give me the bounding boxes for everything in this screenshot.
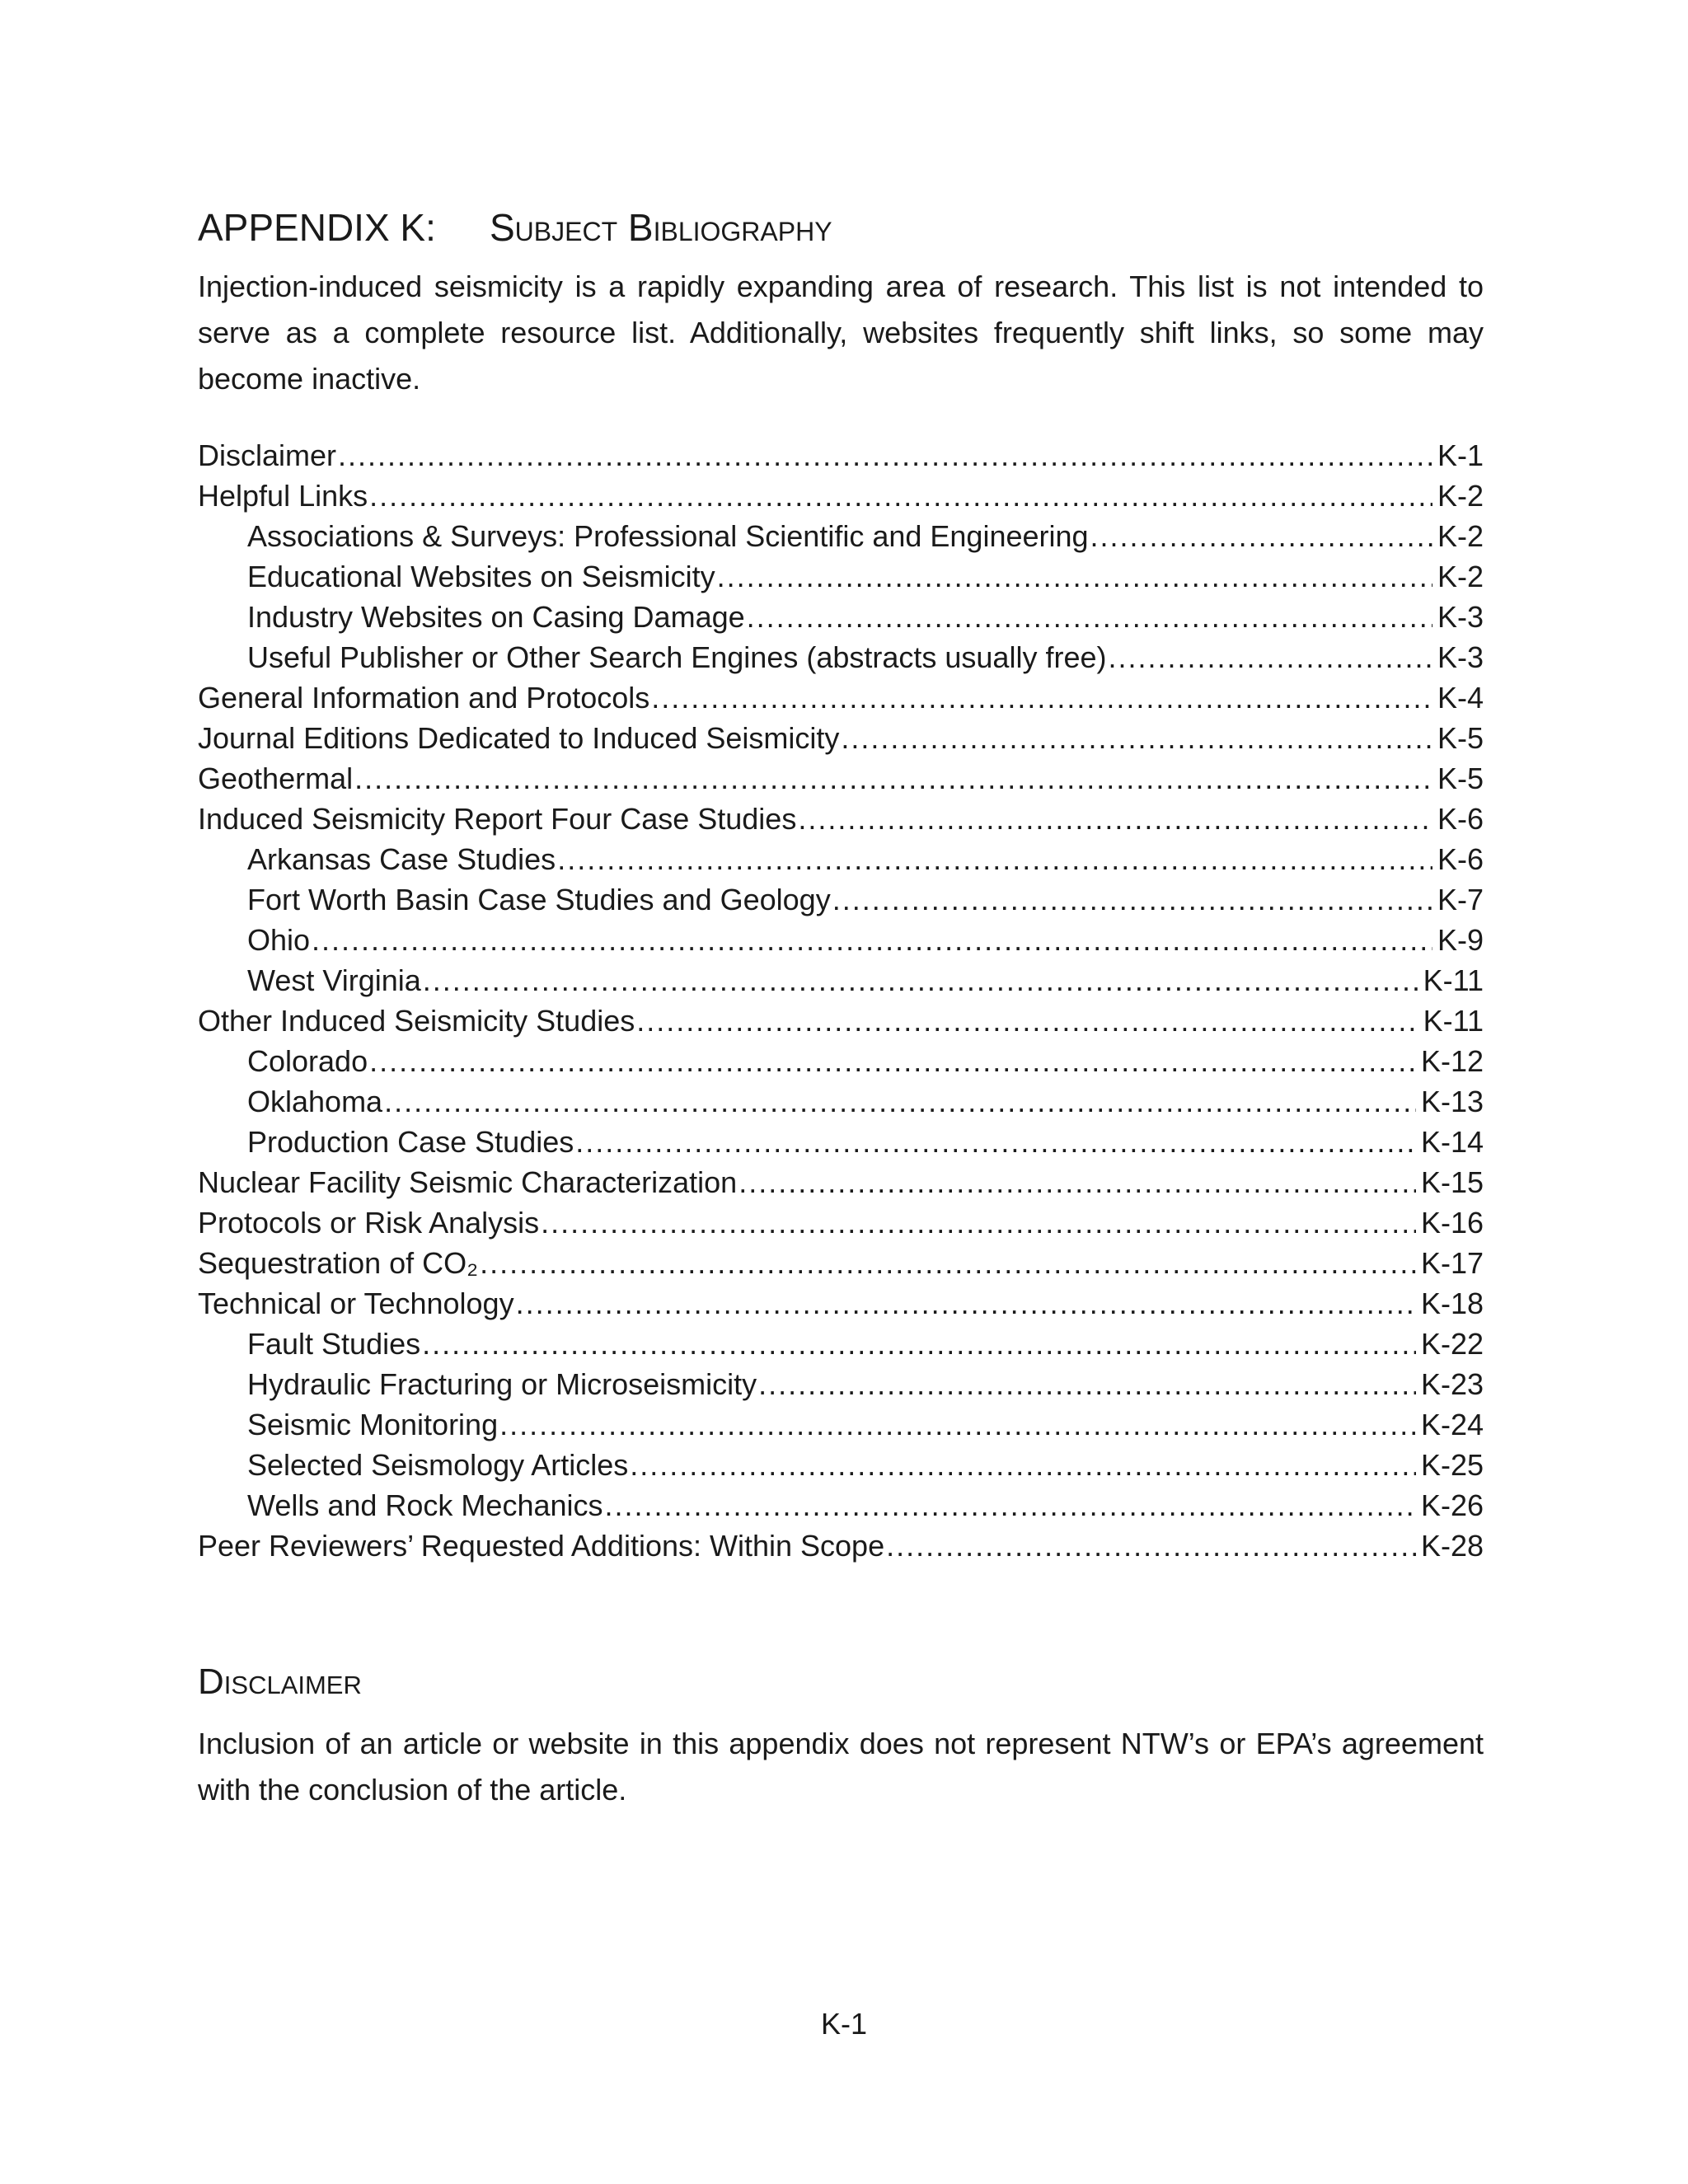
toc-entry[interactable] <box>198 1001 1484 1041</box>
toc-entry[interactable] <box>198 799 1484 839</box>
toc-entry-title: Other Induced Seismicity Studies <box>198 1004 635 1038</box>
toc-entry-title: Colorado <box>247 1044 368 1078</box>
toc-entry[interactable] <box>198 1404 1484 1445</box>
toc-entry-title: Hydraulic Fracturing or Microseismicity <box>247 1367 757 1401</box>
toc-entry[interactable] <box>198 1324 1484 1364</box>
toc-entry-title: Useful Publisher or Other Search Engines (abstracts usually free) <box>247 640 1107 674</box>
toc-entry[interactable] <box>198 1162 1484 1202</box>
toc-entry[interactable] <box>198 960 1484 1001</box>
toc-entry-page: K-15 <box>1420 1165 1484 1199</box>
table-of-contents <box>198 435 1484 1566</box>
toc-entry-page: K-14 <box>1420 1125 1484 1159</box>
toc-entry-title: Protocols or Risk Analysis <box>198 1206 540 1240</box>
toc-entry-page: K-12 <box>1420 1044 1484 1078</box>
toc-entry[interactable] <box>198 1122 1484 1162</box>
toc-entry-title: Induced Seismicity Report Four Case Studies <box>198 802 797 836</box>
toc-entry-page: K-1 <box>1437 438 1484 472</box>
toc-dot-leader <box>798 799 1432 839</box>
toc-entry-title: Production Case Studies <box>247 1125 574 1159</box>
toc-entry[interactable] <box>198 1202 1484 1243</box>
toc-entry-title: Disclaimer <box>198 438 337 472</box>
toc-entry[interactable] <box>198 758 1484 799</box>
toc-dot-leader <box>630 1445 1416 1485</box>
toc-entry-page: K-2 <box>1437 560 1484 593</box>
toc-entry[interactable] <box>198 1364 1484 1404</box>
toc-entry[interactable] <box>198 1485 1484 1526</box>
toc-dot-leader <box>738 1162 1416 1202</box>
toc-entry-page: K-4 <box>1437 681 1484 715</box>
toc-entry-page: K-16 <box>1420 1206 1484 1240</box>
toc-dot-leader <box>516 1283 1416 1324</box>
toc-entry-title: Industry Websites on Casing Damage <box>247 600 745 634</box>
disclaimer-heading: Disclaimer <box>198 1661 362 1702</box>
toc-dot-leader <box>758 1364 1416 1404</box>
toc-dot-leader <box>651 677 1432 718</box>
toc-entry-page: K-22 <box>1420 1327 1484 1361</box>
toc-entry-title: Journal Editions Dedicated to Induced Seismicity <box>198 721 840 755</box>
toc-entry-title: Fault Studies <box>247 1327 421 1361</box>
toc-entry-page: K-3 <box>1437 640 1484 674</box>
toc-dot-leader <box>499 1404 1416 1445</box>
intro-paragraph <box>198 264 1484 402</box>
toc-entry-title: Educational Websites on Seismicity <box>247 560 715 593</box>
toc-dot-leader <box>717 556 1432 597</box>
toc-entry[interactable] <box>198 1081 1484 1122</box>
toc-entry-page: K-28 <box>1420 1529 1484 1563</box>
toc-entry[interactable] <box>198 677 1484 718</box>
toc-entry-page: K-11 <box>1423 1004 1484 1038</box>
toc-entry-page: K-23 <box>1420 1367 1484 1401</box>
toc-entry-page: K-24 <box>1420 1408 1484 1441</box>
toc-entry-page: K-11 <box>1423 963 1484 997</box>
toc-dot-leader <box>384 1081 1416 1122</box>
toc-dot-leader <box>1090 516 1432 556</box>
toc-entry-title: Geothermal <box>198 762 354 795</box>
toc-entry-title: Associations & Surveys: Professional Scientific and Engineering <box>247 519 1089 553</box>
toc-dot-leader <box>557 839 1432 879</box>
toc-entry[interactable] <box>198 435 1484 476</box>
toc-dot-leader <box>369 476 1432 516</box>
toc-dot-leader <box>886 1526 1416 1566</box>
toc-dot-leader <box>636 1001 1418 1041</box>
toc-entry-title: General Information and Protocols <box>198 681 650 715</box>
toc-entry[interactable] <box>198 718 1484 758</box>
toc-dot-leader <box>369 1041 1416 1081</box>
toc-entry[interactable] <box>198 1445 1484 1485</box>
toc-entry[interactable] <box>198 839 1484 879</box>
toc-entry[interactable] <box>198 879 1484 920</box>
toc-entry-page: K-3 <box>1437 600 1484 634</box>
toc-entry-page: K-17 <box>1420 1246 1484 1280</box>
disclaimer-paragraph <box>198 1721 1484 1813</box>
toc-dot-leader <box>338 435 1432 476</box>
toc-dot-leader <box>832 879 1432 920</box>
toc-entry-page: K-25 <box>1420 1448 1484 1482</box>
appendix-label: APPENDIX K: <box>198 206 436 249</box>
toc-entry-title: Peer Reviewers’ Requested Additions: Within Scope <box>198 1529 885 1563</box>
toc-dot-leader <box>422 1324 1416 1364</box>
toc-entry[interactable] <box>198 1041 1484 1081</box>
toc-entry-title: Fort Worth Basin Case Studies and Geology <box>247 883 831 916</box>
toc-entry[interactable] <box>198 476 1484 516</box>
toc-dot-leader <box>747 597 1432 637</box>
disclaimer-text: Inclusion of an article or website in this appendix does not represent NTW’s or EPA’s agreement with the conclusion of the article. <box>198 1727 1484 1807</box>
toc-entry-page: K-2 <box>1437 519 1484 553</box>
toc-entry-page: K-5 <box>1437 762 1484 795</box>
toc-entry-page: K-9 <box>1437 923 1484 957</box>
toc-dot-leader <box>541 1202 1416 1243</box>
toc-dot-leader <box>423 960 1418 1001</box>
toc-entry-title: Helpful Links <box>198 479 368 513</box>
toc-entry-title: Seismic Monitoring <box>247 1408 499 1441</box>
toc-entry[interactable] <box>198 556 1484 597</box>
toc-entry-title: Nuclear Facility Seismic Characterization <box>198 1165 738 1199</box>
toc-entry[interactable] <box>198 1243 1484 1283</box>
toc-dot-leader <box>480 1243 1416 1283</box>
toc-entry[interactable] <box>198 516 1484 556</box>
toc-dot-leader <box>605 1485 1416 1526</box>
toc-entry-title: Arkansas Case Studies <box>247 842 556 876</box>
toc-dot-leader <box>354 758 1432 799</box>
toc-entry-page: K-26 <box>1420 1488 1484 1522</box>
toc-entry-page: K-13 <box>1420 1085 1484 1118</box>
toc-dot-leader <box>1108 637 1432 677</box>
toc-dot-leader <box>841 718 1432 758</box>
toc-entry-page: K-6 <box>1437 802 1484 836</box>
toc-entry-page: K-18 <box>1420 1286 1484 1320</box>
page-number: K-1 <box>820 2007 868 2041</box>
toc-entry[interactable] <box>198 597 1484 637</box>
toc-entry-page: K-6 <box>1437 842 1484 876</box>
toc-entry[interactable] <box>198 1526 1484 1566</box>
toc-entry-page: K-2 <box>1437 479 1484 513</box>
toc-entry-title: Ohio <box>247 923 311 957</box>
appendix-title: Subject Bibliography <box>490 206 832 249</box>
toc-entry[interactable] <box>198 920 1484 960</box>
toc-dot-leader <box>312 920 1432 960</box>
toc-entry[interactable] <box>198 637 1484 677</box>
toc-entry-page: K-7 <box>1437 883 1484 916</box>
toc-entry-title: Wells and Rock Mechanics <box>247 1488 603 1522</box>
toc-entry-title: Selected Seismology Articles <box>247 1448 629 1482</box>
toc-dot-leader <box>575 1122 1416 1162</box>
intro-text: Injection-induced seismicity is a rapidly expanding area of research. This list is not intended to serve as a complete resource list. Additionally, websites frequently shift links, so some may become inactive. <box>198 269 1484 396</box>
toc-entry-title: Technical or Technology <box>198 1286 514 1320</box>
toc-entry[interactable] <box>198 1283 1484 1324</box>
appendix-heading <box>198 203 832 252</box>
toc-entry-title: West Virginia <box>247 963 421 997</box>
toc-entry-title: Oklahoma <box>247 1085 383 1118</box>
toc-entry-title: Sequestration of CO₂ <box>198 1246 479 1280</box>
toc-entry-page: K-5 <box>1437 721 1484 755</box>
